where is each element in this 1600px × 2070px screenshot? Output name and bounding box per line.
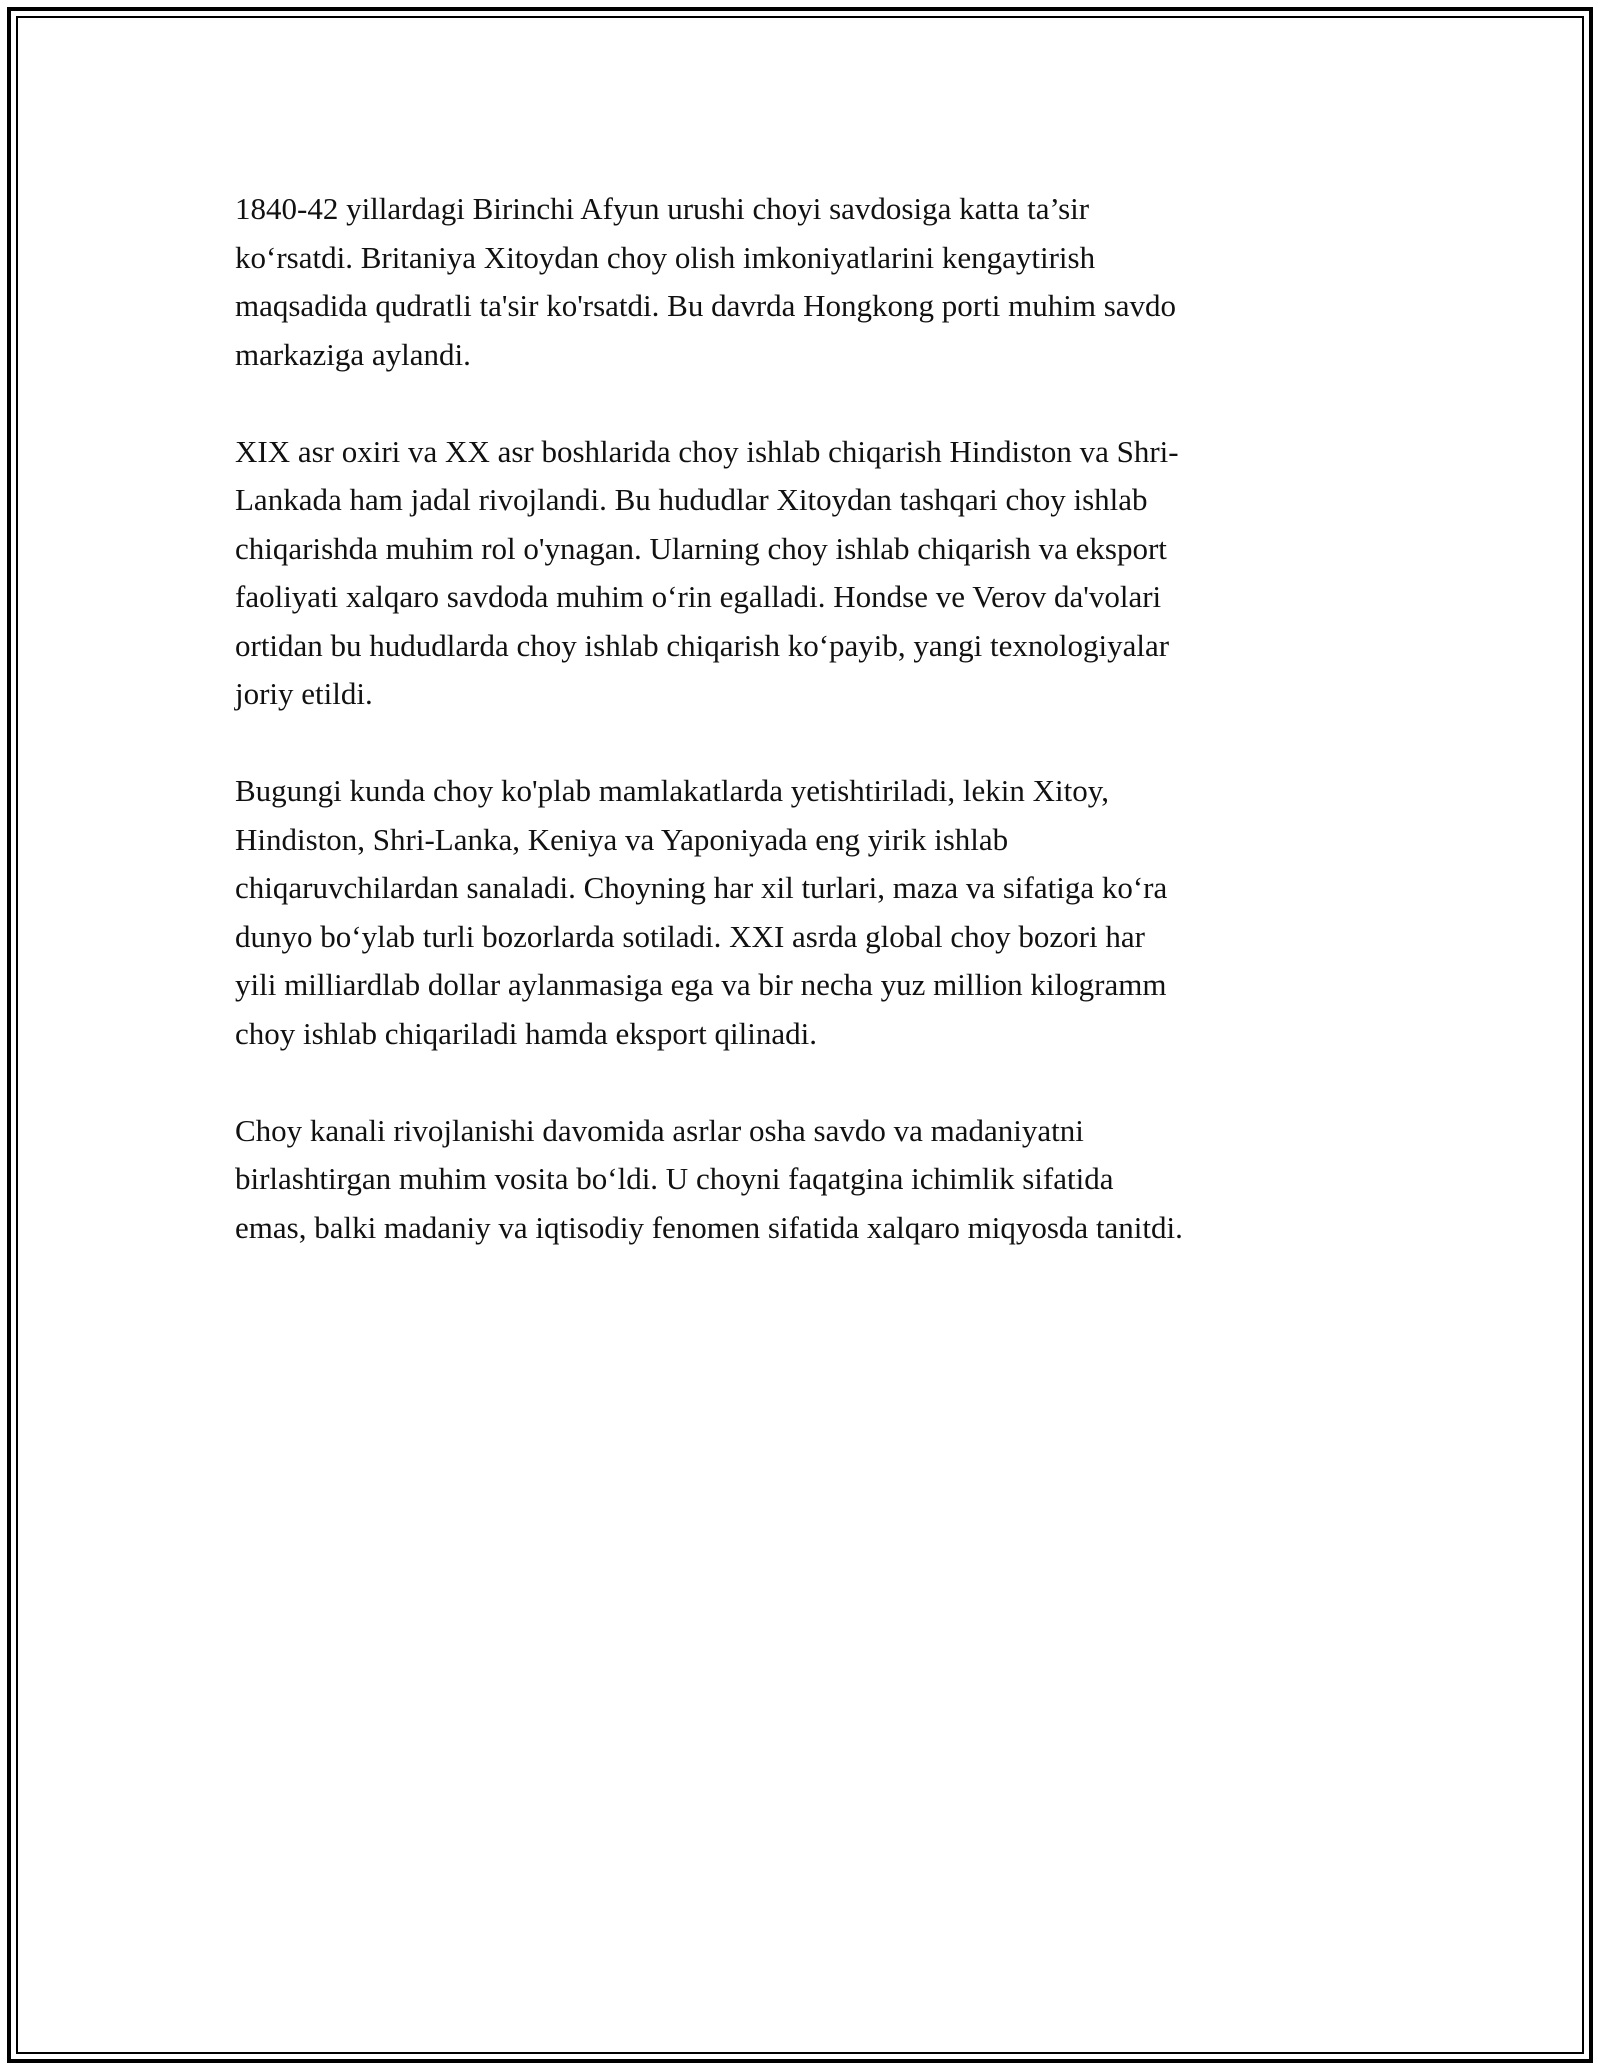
paragraph-india-srilanka: XIX asr oxiri va XX asr boshlarida choy ishlab chiqarish Hindiston va Shri- Lankada ham jadal rivojlandi. Bu hududlar Xitoydan tashqari choy ishlab chiqarishda muhim rol o'ynagan. Ularning choy ishlab chiqarish va eksport faoliyati xalqaro savdoda muhim o‘rin egalladi. Hondse ve Verov da'volari ortidan bu hududlarda choy ishlab chiqarish ko‘payib, yangi texnologiyalar joriy etildi. <box>235 433 1179 711</box>
paragraph-opium-war: 1840-42 yillardagi Birinchi Afyun urushi choyi savdosiga katta ta’sir ko‘rsatdi. Britaniya Xitoydan choy olish imkoniyatlarini kengaytirish maqsadida qudratli ta'sir ko'rsatdi. Bu davrda Hongkong porti muhim savdo markaziga aylandi. <box>235 191 1177 372</box>
paragraph-conclusion: Choy kanali rivojlanishi davomida asrlar osha savdo va madaniyatni birlashtirgan muhim vosita bo‘ldi. U choyni faqatgina ichimlik sifatida emas, balki madaniy va iqtisodiy fenomen sifatida xalqaro miqyosda tanitdi. <box>235 1112 1183 1245</box>
paragraph-today: Bugungi kunda choy ko'plab mamlakatlarda yetishtiriladi, lekin Xitoy, Hindiston, Shri-Lanka, Keniya va Yaponiyada eng yirik ishlab chiqaruvchilardan sanaladi. Choyning har xil turlari, maza va sifatiga ko‘ra dunyo bo‘ylab turli bozorlarda sotiladi. XXI asrda global choy bozori har yili milliardlab dollar aylanmasiga ega va bir necha yuz million kilogramm choy ishlab chiqariladi hamda eksport qilinadi. <box>235 773 1168 1051</box>
document-body <box>235 185 1375 1301</box>
